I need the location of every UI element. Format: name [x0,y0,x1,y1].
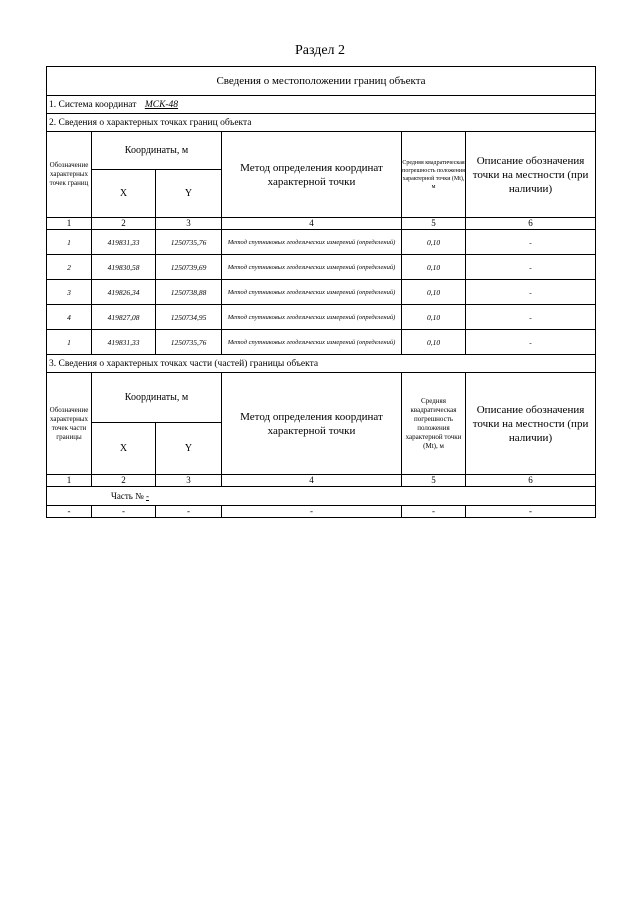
part-number: - [145,491,149,501]
y-value: 1250734,95 [156,305,222,330]
header-accuracy: Средняя квадратическая погрешность положения характерной точки (Mt), м [402,132,466,218]
method-value: Метод спутниковых геодезических измерений (определений) [222,305,402,330]
boundary-table [46,66,596,518]
col-number: 2 [92,218,156,230]
col-number: 4 [222,475,402,487]
table-title: Сведения о местоположении границ объекта [47,67,596,96]
x-value: 419830,58 [92,255,156,280]
accuracy-value: 0,10 [402,330,466,355]
col-number: 5 [402,218,466,230]
col-number: 2 [92,475,156,487]
empty-cell: - [402,506,466,518]
y-value: 1250739,69 [156,255,222,280]
point-number: 1 [47,330,92,355]
table-row [47,230,596,255]
point-number: 1 [47,230,92,255]
x-value: 419831,33 [92,330,156,355]
accuracy-value: 0,10 [402,280,466,305]
part-header-y: Y [156,423,222,475]
column-numbers-row [47,218,596,230]
y-value: 1250738,88 [156,280,222,305]
col-number: 3 [156,218,222,230]
part-label-row [47,487,596,506]
accuracy-value: 0,10 [402,305,466,330]
section-title: Раздел 2 [294,43,346,58]
col-number: 3 [156,475,222,487]
empty-cell: - [47,506,92,518]
part-header-coords: Координаты, м [92,373,222,423]
accuracy-value: 0,10 [402,255,466,280]
table-row [47,330,596,355]
col-number: 4 [222,218,402,230]
part-label: Часть № [111,491,144,501]
x-value: 419826,34 [92,280,156,305]
part-heading: 3. Сведения о характерных точках части (частей) границы объекта [47,355,596,373]
part-header-point: Обозначение характерных точек части границы [47,373,92,475]
header-method: Метод определения координат характерной точки [222,132,402,218]
part-header-method: Метод определения координат характерной точки [222,373,402,475]
part-column-numbers-row [47,475,596,487]
coord-system-row [47,96,596,114]
x-value: 419831,33 [92,230,156,255]
empty-cell: - [92,506,156,518]
description-value: - [466,330,596,355]
header-coords: Координаты, м [92,132,222,170]
method-value: Метод спутниковых геодезических измерений (определений) [222,280,402,305]
header-x: X [92,170,156,218]
col-number: 6 [466,218,596,230]
description-value: - [466,230,596,255]
part-label-cell [47,487,596,506]
x-value: 419827,08 [92,305,156,330]
empty-cell: - [222,506,402,518]
empty-cell: - [156,506,222,518]
empty-cell: - [466,506,596,518]
method-value: Метод спутниковых геодезических измерений (определений) [222,330,402,355]
y-value: 1250735,76 [156,330,222,355]
header-point: Обозначение характерных точек границ [47,132,92,218]
col-number: 6 [466,475,596,487]
col-number: 1 [47,218,92,230]
part-header-x: X [92,423,156,475]
coord-system-label: 1. Система координат [49,99,137,110]
part-header-description: Описание обозначения точки на местности (при наличии) [466,373,596,475]
description-value: - [466,280,596,305]
point-number: 4 [47,305,92,330]
table-row [47,305,596,330]
description-value: - [466,305,596,330]
table-row [47,255,596,280]
description-value: - [466,255,596,280]
part-header-accuracy: Средняя квадратическая погрешность положения характерной точки (Mt), м [402,373,466,475]
header-y: Y [156,170,222,218]
point-number: 3 [47,280,92,305]
boundary-heading: 2. Сведения о характерных точках границ объекта [47,114,596,132]
col-number: 5 [402,475,466,487]
coord-system-value: МСК-48 [144,99,179,110]
accuracy-value: 0,10 [402,230,466,255]
header-description: Описание обозначения точки на местности (при наличии) [466,132,596,218]
table-row [47,280,596,305]
col-number: 1 [47,475,92,487]
y-value: 1250735,76 [156,230,222,255]
table-row [47,506,596,518]
method-value: Метод спутниковых геодезических измерений (определений) [222,255,402,280]
point-number: 2 [47,255,92,280]
method-value: Метод спутниковых геодезических измерений (определений) [222,230,402,255]
